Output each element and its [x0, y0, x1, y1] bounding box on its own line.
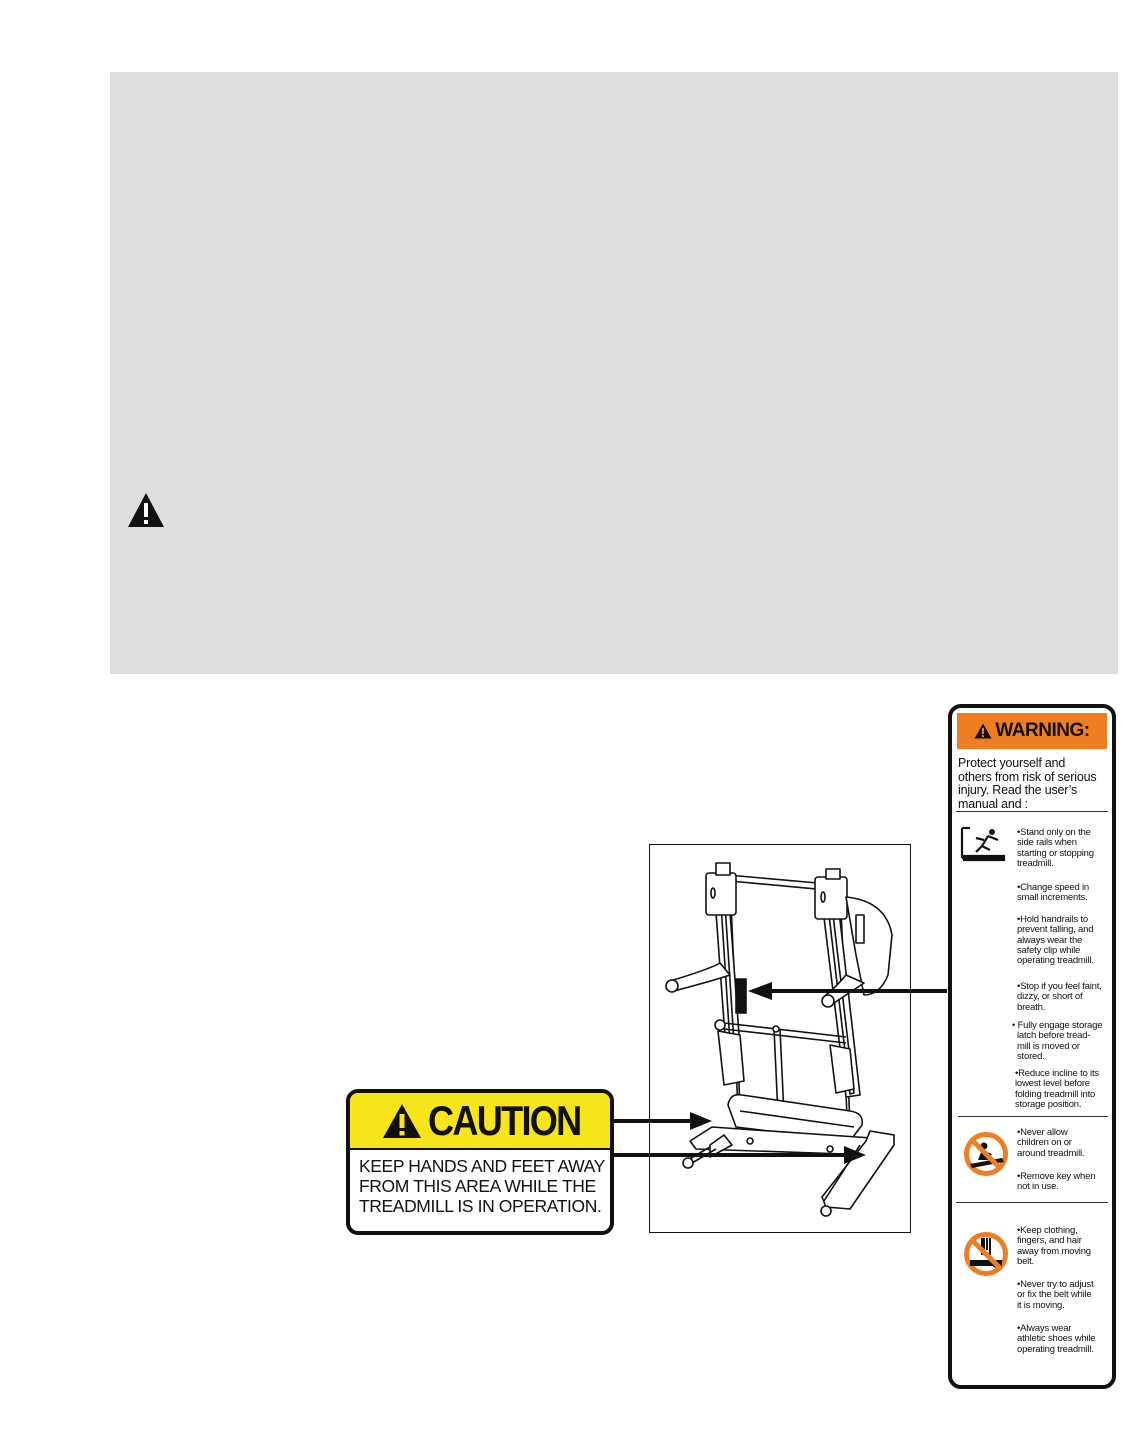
bullet-line: folding treadmill into [1015, 1088, 1096, 1100]
warning-intro [958, 757, 1112, 811]
caution-decal [346, 1089, 614, 1235]
warning-triangle-small-icon [974, 723, 992, 739]
bullet-line: around treadmill. [1017, 1147, 1085, 1159]
warning-divider [958, 1116, 1108, 1117]
warning-intro-line: manual and : [958, 796, 1028, 811]
bullet-line: operating treadmill. [1017, 1343, 1094, 1355]
bullet-line: stored. [1017, 1050, 1045, 1062]
bullet-line: prevent falling, and [1017, 924, 1094, 936]
bullet-line: or fix the belt while [1017, 1289, 1092, 1301]
warning-intro-line: injury. Read the user’s [958, 783, 1078, 797]
caution-triangle-icon [382, 1103, 422, 1139]
fall-hazard-icon [958, 824, 1008, 866]
bullet-line: always wear the [1017, 934, 1083, 946]
caution-header [350, 1093, 610, 1150]
bullet-line: •Change speed in [1017, 882, 1089, 893]
bullet-line: latch before tread- [1017, 1030, 1091, 1042]
warning-bullet [1017, 828, 1094, 869]
bullet-line: belt. [1017, 1255, 1034, 1267]
bullet-line: storage position. [1015, 1098, 1082, 1110]
bullet-line: side rails when [1017, 837, 1077, 849]
bullet-line: safety clip while [1017, 944, 1081, 956]
bullet-line: lowest level before [1015, 1078, 1090, 1090]
caution-line: KEEP HANDS AND FEET AWAY [359, 1156, 605, 1176]
bullet-line: treadmill. [1017, 857, 1054, 869]
bullet-line: athletic shoes while [1017, 1333, 1096, 1345]
bullet-line: •Never allow [1017, 1127, 1068, 1138]
warning-divider [956, 1202, 1108, 1203]
bullet-line: breath. [1017, 1001, 1046, 1013]
bullet-line: •Never try to adjust [1017, 1279, 1094, 1290]
bullet-line: dizzy, or short of [1017, 991, 1083, 1003]
warning-bullet [1017, 1172, 1095, 1193]
bullet-line: it is moving. [1017, 1299, 1065, 1311]
warning-bullet [1017, 1226, 1091, 1267]
warning-intro-line: others from risk of serious [958, 769, 1097, 784]
warning-header [957, 713, 1107, 749]
caution-line: FROM THIS AREA WHILE THE [359, 1176, 596, 1196]
caution-text [350, 1150, 610, 1216]
shaded-safety-panel [110, 72, 1118, 674]
warning-bullet [1017, 883, 1089, 904]
bullet-line: •Hold handrails to [1017, 914, 1089, 925]
treadmill-drawing [650, 845, 912, 1234]
warning-triangle-icon [127, 492, 165, 528]
warning-bullet [1017, 982, 1102, 1013]
no-children-icon [962, 1130, 1010, 1178]
warning-bullet [1015, 1069, 1099, 1110]
warning-bullet [1017, 915, 1094, 966]
bullet-line: •Reduce incline to its [1015, 1068, 1099, 1079]
bullet-line: away from moving [1017, 1245, 1091, 1257]
treadmill-illustration [649, 844, 911, 1233]
warning-bullet [1017, 1324, 1095, 1355]
warning-bullet [1017, 1280, 1093, 1311]
warning-intro-line: Protect yourself and [958, 756, 1066, 770]
warning-bullet [1012, 1021, 1102, 1062]
warning-decal [948, 704, 1116, 1389]
warning-divider [956, 811, 1108, 812]
caution-title: CAUTION [428, 1096, 581, 1144]
no-hands-belt-icon [962, 1230, 1010, 1278]
warning-bullet [1017, 1128, 1084, 1159]
bullet-line: •Keep clothing, [1017, 1225, 1078, 1236]
bullet-line: •Remove key when [1017, 1171, 1096, 1182]
bullet-line: •Always wear [1017, 1323, 1072, 1334]
bullet-line: starting or stopping [1017, 847, 1094, 859]
bullet-line: small increments. [1017, 892, 1088, 904]
bullet-line: •Stand only on the [1017, 827, 1091, 838]
bullet-line: children on or [1017, 1137, 1072, 1149]
bullet-line: not in use. [1017, 1181, 1059, 1193]
bullet-line: mill is moved or [1017, 1040, 1080, 1052]
bullet-line: • Fully engage storage [1012, 1020, 1103, 1031]
bullet-line: fingers, and hair [1017, 1235, 1082, 1247]
warning-title: WARNING: [995, 720, 1090, 741]
bullet-line: operating treadmill. [1017, 955, 1094, 967]
bullet-line: •Stop if you feel faint, [1017, 981, 1102, 992]
caution-line: TREADMILL IS IN OPERATION. [359, 1196, 602, 1216]
